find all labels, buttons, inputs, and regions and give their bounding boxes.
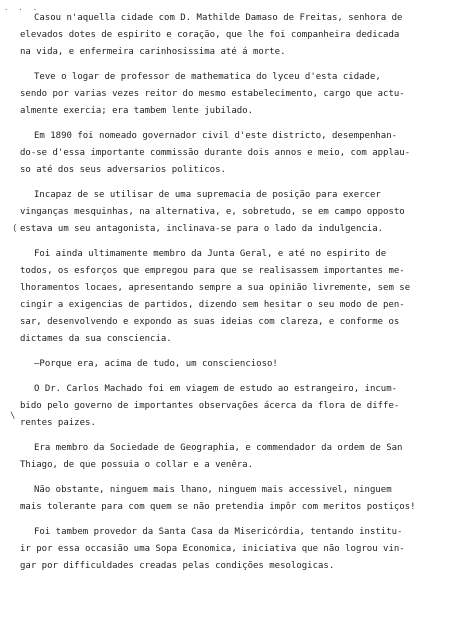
paragraph-gap xyxy=(20,61,438,69)
paragraph xyxy=(20,246,438,348)
text-line: —Porque era, acima de tudo, um consciencioso! xyxy=(34,359,278,369)
paragraph-gap xyxy=(20,474,438,482)
paragraph-gap xyxy=(20,348,438,356)
paragraph-gap xyxy=(20,516,438,524)
text-line: dictames da sua consciencia. xyxy=(20,334,172,344)
text-line: lhoramentos locaes, apresentando sempre a sua opinião livremente, sem se xyxy=(20,283,411,293)
text-line: sar, desenvolvendo e expondo as suas ideias com clareza, e conforme os xyxy=(20,317,400,327)
text-line: Incapaz de se utilisar de uma supremacia de posição para exercer xyxy=(34,190,381,200)
text-line: Thiago, de que possuia o collar e a venêra. xyxy=(20,460,253,470)
text-line: todos, os esforços que empregou para que se realisassem importantes me- xyxy=(20,266,405,276)
paragraph xyxy=(20,381,438,432)
text-line: Em 1890 foi nomeado governador civil d'este districto, desempenhan- xyxy=(34,131,398,141)
text-line: gar por difficuldades creadas pelas condições mesologicas. xyxy=(20,561,335,571)
text-line: Era membro da Sociedade de Geographia, e commendador da ordem de San xyxy=(34,443,403,453)
paragraph xyxy=(20,69,438,120)
text-line: estava um seu antagonista, inclinava-se para o lado da indulgencia. xyxy=(20,224,384,234)
text-line: vinganças mesquinhas, na alternativa, e, sobretudo, se em campo opposto xyxy=(20,207,405,217)
paragraph xyxy=(20,356,438,373)
text-line: O Dr. Carlos Machado foi em viagem de estudo ao estrangeiro, incum- xyxy=(34,384,398,394)
margin-mark: ( xyxy=(12,224,18,234)
text-line: na vida, e enfermeira carinhosissima até á morte. xyxy=(20,47,286,57)
text-line: Não obstante, ninguem mais lhano, ninguem mais accessivel, ninguem xyxy=(34,485,392,495)
margin-mark: \ xyxy=(10,411,16,421)
text-line: cingir a exigencias de partidos, dizendo sem hesitar o seu modo de pen- xyxy=(20,300,405,310)
text-line: sendo por varias vezes reitor do mesmo estabelecimento, cargo que actu- xyxy=(20,89,405,99)
paragraph xyxy=(20,440,438,474)
header-marks: · · · xyxy=(4,6,41,14)
text-line: mais tolerante para com quem se não pretendia impôr com meritos postiços! xyxy=(20,502,416,512)
paragraph-gap xyxy=(20,432,438,440)
paragraph-gap xyxy=(20,179,438,187)
text-line: do-se d'essa importante commissão durante dois annos e meio, com applau- xyxy=(20,148,411,158)
paragraph xyxy=(20,482,438,516)
paragraph-gap xyxy=(20,373,438,381)
text-line: Foi ainda ultimamente membro da Junta Geral, e até no espirito de xyxy=(34,249,387,259)
text-line: so até dos seus adversarios politicos. xyxy=(20,165,226,175)
text-line: ir por essa occasião uma Sopa Economica, iniciativa que não logrou vin- xyxy=(20,544,405,554)
text-line: almente exercia; era tambem lente jubilado. xyxy=(20,106,253,116)
text-line: elevados dotes de espirito e coração, que lhe foi companheira dedicada xyxy=(20,30,400,40)
text-line: bido pelo governo de importantes observações ácerca da flora de diffe- xyxy=(20,401,400,411)
text-line: Casou n'aquella cidade com D. Mathilde Damaso de Freitas, senhora de xyxy=(34,13,403,23)
paragraph xyxy=(20,524,438,575)
paragraph-gap xyxy=(20,120,438,128)
paragraph-gap xyxy=(20,238,438,246)
document-body xyxy=(20,10,438,575)
text-line: Foi tambem provedor da Santa Casa da Misericórdia, tentando institu- xyxy=(34,527,403,537)
paragraph xyxy=(20,10,438,61)
paragraph xyxy=(20,187,438,238)
text-line: Teve o logar de professor de mathematica do lyceu d'esta cidade, xyxy=(34,72,381,82)
paragraph xyxy=(20,128,438,179)
text-line: rentes paizes. xyxy=(20,418,96,428)
